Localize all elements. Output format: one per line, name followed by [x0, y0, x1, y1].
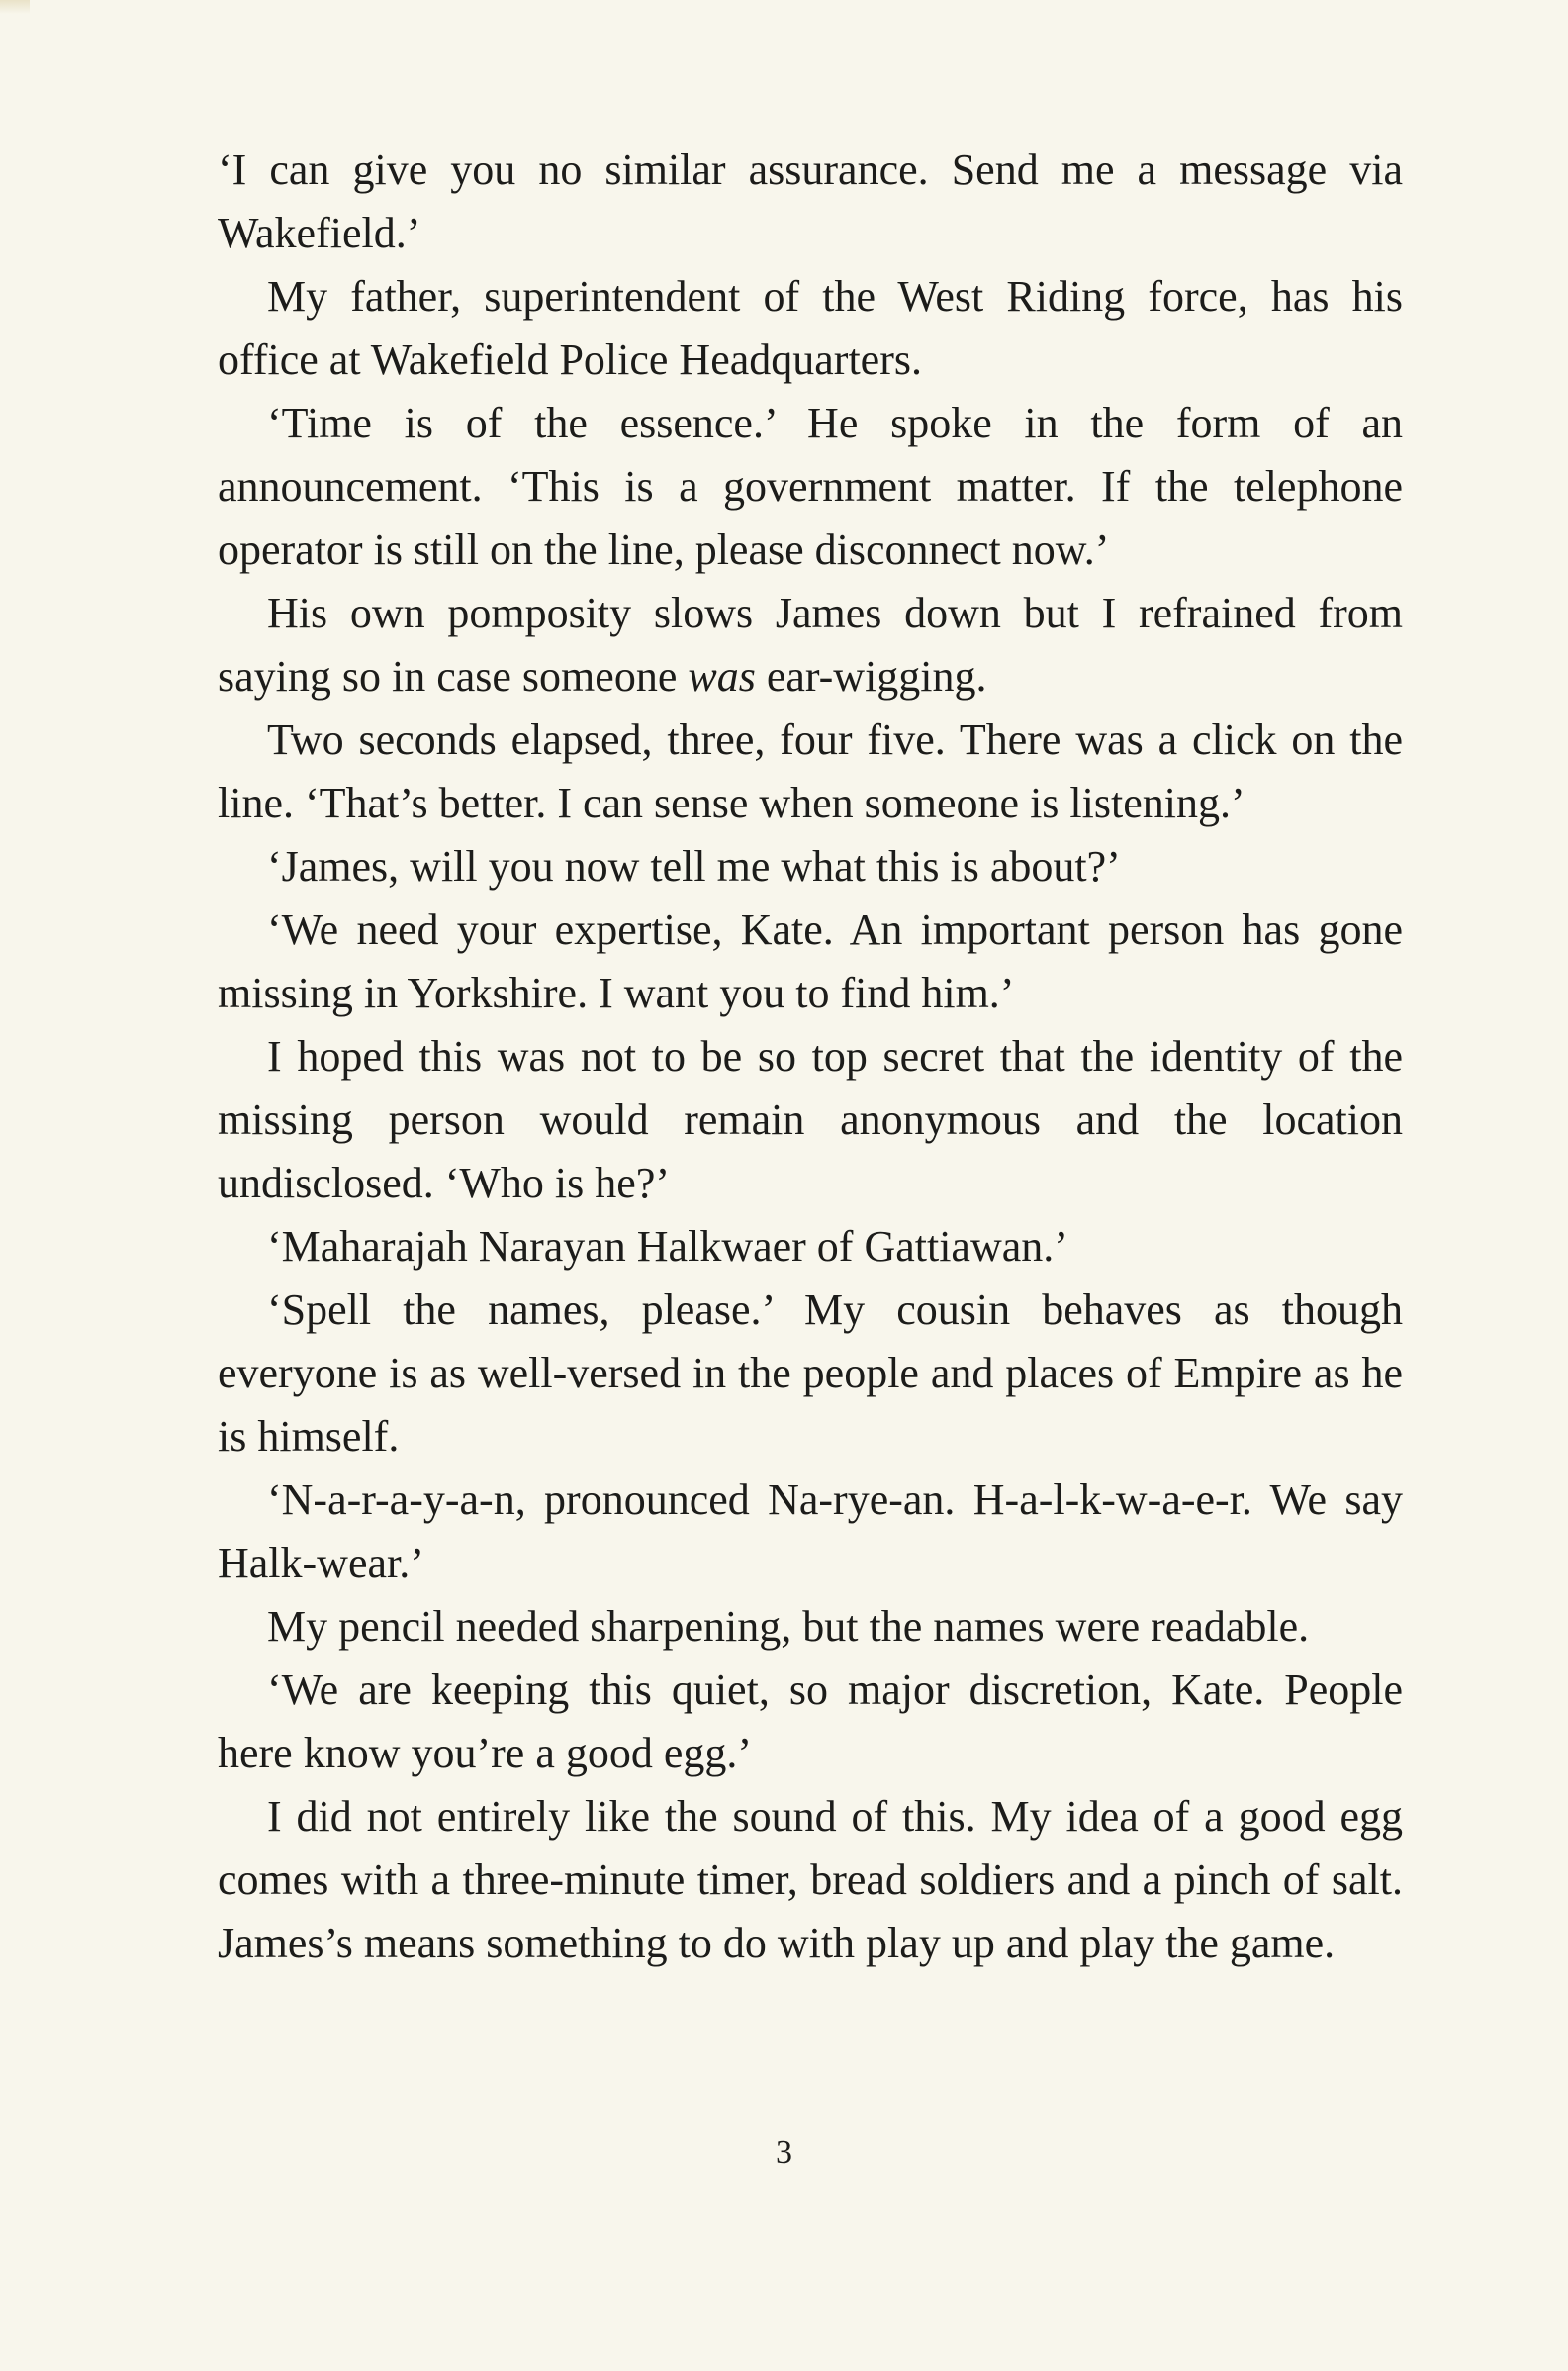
paragraph-3: ‘Time is of the essence.’ He spoke in the form of an announcement. ‘This is a government matter. If the telephone operator is still on the line, please disconnect now.’ [218, 399, 1403, 574]
paragraph-5: Two seconds elapsed, three, four five. There was a click on the line. ‘That’s better. I can sense when someone is listening.’ [218, 715, 1403, 827]
paragraph-8: I hoped this was not to be so top secret that the identity of the missing person would remain anonymous and the location undisclosed. ‘Who is he?’ [218, 1032, 1403, 1207]
paragraph-10: ‘Spell the names, please.’ My cousin behaves as though everyone is as well-versed in the people and places of Empire as he is himself. [218, 1285, 1403, 1461]
paragraph-12: My pencil needed sharpening, but the names were readable. [267, 1602, 1310, 1651]
paragraph-9: ‘Maharajah Narayan Halkwaer of Gattiawan.’ [267, 1222, 1068, 1271]
paragraph-6: ‘James, will you now tell me what this is about?’ [267, 842, 1121, 891]
paragraph-14: I did not entirely like the sound of this. My idea of a good egg comes with a three-minute timer, bread soldiers and a pinch of salt. James’s means something to do with play up and play the game. [218, 1792, 1403, 1967]
paragraph-4-text-before: His own pomposity slows James down but I refrained from saying so in case someone [218, 589, 1403, 701]
body-text [218, 139, 1403, 1975]
page-number: 3 [776, 2134, 792, 2171]
paragraph-4-emphasis: was [688, 652, 756, 701]
paragraph-1: ‘I can give you no similar assurance. Send me a message via Wakefield.’ [218, 145, 1403, 257]
paragraph-4 [218, 582, 1403, 709]
paragraph-2: My father, superintendent of the West Riding force, has his office at Wakefield Police Headquarters. [218, 272, 1403, 384]
paragraph-7: ‘We need your expertise, Kate. An important person has gone missing in Yorkshire. I want you to find him.’ [218, 905, 1403, 1017]
paragraph-11: ‘N-a-r-a-y-a-n, pronounced Na-rye-an. H-a-l-k-w-a-e-r. We say Halk-wear.’ [218, 1475, 1403, 1587]
paragraph-4-text-after: ear-wigging. [755, 652, 987, 701]
paragraph-13: ‘We are keeping this quiet, so major discretion, Kate. People here know you’re a good egg.’ [218, 1665, 1403, 1777]
scan-corner-mark [0, 0, 30, 14]
